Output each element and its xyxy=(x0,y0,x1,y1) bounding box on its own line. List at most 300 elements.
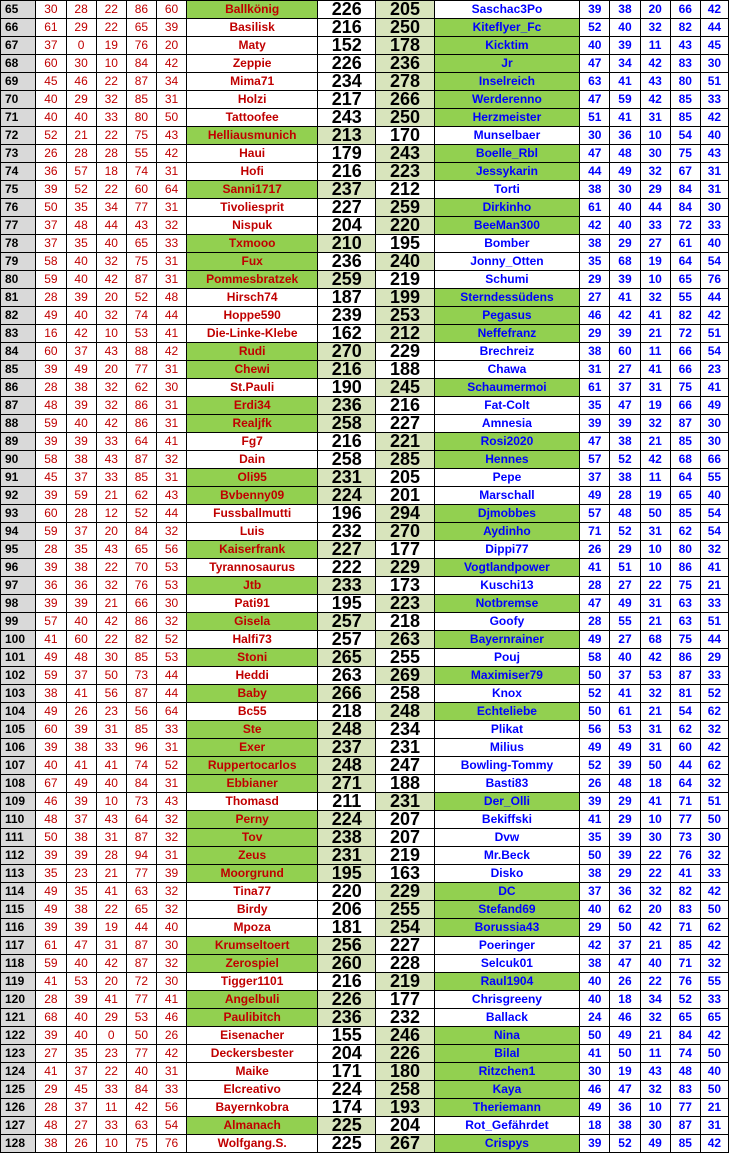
table-row xyxy=(1,1027,729,1045)
right-value-cell: 54 xyxy=(700,523,728,541)
table-row xyxy=(1,343,729,361)
right-value-cell: 11 xyxy=(640,1045,670,1063)
left-value-cell: 26 xyxy=(36,145,66,163)
left-value-cell: 62 xyxy=(126,487,156,505)
left-value-cell: 60 xyxy=(36,55,66,73)
rank-cell: 105 xyxy=(1,721,36,739)
left-name-cell: Haui xyxy=(187,145,318,163)
right-score-cell: 227 xyxy=(376,415,434,433)
right-value-cell: 31 xyxy=(700,1117,728,1135)
right-value-cell: 65 xyxy=(670,271,700,289)
right-value-cell: 42 xyxy=(640,91,670,109)
left-score-cell: 204 xyxy=(318,1045,376,1063)
left-value-cell: 31 xyxy=(156,361,186,379)
right-value-cell: 33 xyxy=(700,217,728,235)
right-score-cell: 253 xyxy=(376,307,434,325)
table-row xyxy=(1,613,729,631)
right-score-cell: 223 xyxy=(376,163,434,181)
right-value-cell: 22 xyxy=(640,865,670,883)
right-value-cell: 28 xyxy=(610,487,640,505)
right-value-cell: 39 xyxy=(610,325,640,343)
left-value-cell: 30 xyxy=(156,379,186,397)
right-value-cell: 41 xyxy=(640,307,670,325)
right-value-cell: 42 xyxy=(640,55,670,73)
left-name-cell: Basilisk xyxy=(187,19,318,37)
right-value-cell: 84 xyxy=(670,181,700,199)
right-name-cell: Ritzchen1 xyxy=(434,1063,580,1081)
rank-cell: 107 xyxy=(1,757,36,775)
left-value-cell: 48 xyxy=(36,811,66,829)
right-value-cell: 44 xyxy=(670,757,700,775)
left-name-cell: Elcreativo xyxy=(187,1081,318,1099)
left-name-cell: Fux xyxy=(187,253,318,271)
left-value-cell: 31 xyxy=(156,91,186,109)
left-value-cell: 56 xyxy=(126,703,156,721)
right-value-cell: 31 xyxy=(640,595,670,613)
right-value-cell: 86 xyxy=(670,649,700,667)
rank-cell: 78 xyxy=(1,235,36,253)
left-value-cell: 35 xyxy=(66,235,96,253)
table-row xyxy=(1,307,729,325)
right-value-cell: 87 xyxy=(670,415,700,433)
right-value-cell: 29 xyxy=(610,865,640,883)
left-value-cell: 10 xyxy=(96,1135,126,1153)
rank-cell: 72 xyxy=(1,127,36,145)
right-value-cell: 28 xyxy=(580,577,610,595)
right-value-cell: 44 xyxy=(580,163,610,181)
right-value-cell: 50 xyxy=(700,1045,728,1063)
left-name-cell: Moorgrund xyxy=(187,865,318,883)
rank-cell: 99 xyxy=(1,613,36,631)
left-score-cell: 234 xyxy=(318,73,376,91)
right-score-cell: 285 xyxy=(376,451,434,469)
right-value-cell: 68 xyxy=(640,631,670,649)
rank-cell: 82 xyxy=(1,307,36,325)
right-value-cell: 37 xyxy=(580,469,610,487)
left-value-cell: 40 xyxy=(96,775,126,793)
right-score-cell: 188 xyxy=(376,361,434,379)
rank-cell: 74 xyxy=(1,163,36,181)
right-score-cell: 270 xyxy=(376,523,434,541)
left-value-cell: 33 xyxy=(96,109,126,127)
table-row xyxy=(1,667,729,685)
left-score-cell: 220 xyxy=(318,883,376,901)
right-value-cell: 29 xyxy=(610,811,640,829)
left-value-cell: 46 xyxy=(66,73,96,91)
right-value-cell: 36 xyxy=(610,127,640,145)
right-score-cell: 255 xyxy=(376,901,434,919)
left-value-cell: 38 xyxy=(66,559,96,577)
right-name-cell: Jr xyxy=(434,55,580,73)
right-score-cell: 258 xyxy=(376,1081,434,1099)
left-value-cell: 64 xyxy=(126,433,156,451)
left-name-cell: Bayernkobra xyxy=(187,1099,318,1117)
left-value-cell: 49 xyxy=(66,361,96,379)
right-value-cell: 29 xyxy=(610,793,640,811)
right-value-cell: 43 xyxy=(640,73,670,91)
right-value-cell: 38 xyxy=(610,1,640,19)
left-score-cell: 225 xyxy=(318,1117,376,1135)
left-value-cell: 28 xyxy=(96,847,126,865)
right-value-cell: 30 xyxy=(700,55,728,73)
right-score-cell: 218 xyxy=(376,613,434,631)
left-value-cell: 50 xyxy=(36,199,66,217)
right-score-cell: 204 xyxy=(376,1117,434,1135)
left-value-cell: 22 xyxy=(96,901,126,919)
left-value-cell: 0 xyxy=(96,1027,126,1045)
right-value-cell: 41 xyxy=(580,1045,610,1063)
right-value-cell: 39 xyxy=(610,757,640,775)
right-name-cell: Boelle_Rbl xyxy=(434,145,580,163)
left-value-cell: 48 xyxy=(156,289,186,307)
table-row xyxy=(1,415,729,433)
right-value-cell: 53 xyxy=(610,721,640,739)
left-value-cell: 33 xyxy=(96,469,126,487)
left-value-cell: 57 xyxy=(66,163,96,181)
right-value-cell: 42 xyxy=(700,109,728,127)
right-score-cell: 212 xyxy=(376,325,434,343)
right-value-cell: 18 xyxy=(580,1117,610,1135)
left-value-cell: 16 xyxy=(36,325,66,343)
rank-cell: 124 xyxy=(1,1063,36,1081)
left-value-cell: 22 xyxy=(96,73,126,91)
left-score-cell: 224 xyxy=(318,1081,376,1099)
right-value-cell: 37 xyxy=(580,883,610,901)
table-row xyxy=(1,577,729,595)
right-value-cell: 40 xyxy=(610,199,640,217)
left-value-cell: 39 xyxy=(66,289,96,307)
right-score-cell: 220 xyxy=(376,217,434,235)
right-name-cell: Selcuk01 xyxy=(434,955,580,973)
left-value-cell: 20 xyxy=(96,973,126,991)
right-value-cell: 85 xyxy=(670,91,700,109)
rank-cell: 86 xyxy=(1,379,36,397)
left-value-cell: 20 xyxy=(96,361,126,379)
left-value-cell: 39 xyxy=(66,433,96,451)
right-value-cell: 10 xyxy=(640,1099,670,1117)
left-score-cell: 270 xyxy=(318,343,376,361)
left-value-cell: 21 xyxy=(96,487,126,505)
left-score-cell: 204 xyxy=(318,217,376,235)
table-row xyxy=(1,811,729,829)
left-value-cell: 36 xyxy=(36,577,66,595)
left-name-cell: Maty xyxy=(187,37,318,55)
left-score-cell: 217 xyxy=(318,91,376,109)
left-value-cell: 38 xyxy=(66,379,96,397)
left-score-cell: 237 xyxy=(318,181,376,199)
left-score-cell: 181 xyxy=(318,919,376,937)
left-name-cell: Realjfk xyxy=(187,415,318,433)
right-value-cell: 87 xyxy=(670,667,700,685)
right-value-cell: 42 xyxy=(640,451,670,469)
left-name-cell: Txmooo xyxy=(187,235,318,253)
left-value-cell: 82 xyxy=(126,631,156,649)
left-name-cell: Zeppie xyxy=(187,55,318,73)
right-score-cell: 269 xyxy=(376,667,434,685)
right-value-cell: 52 xyxy=(700,685,728,703)
left-value-cell: 30 xyxy=(66,55,96,73)
left-value-cell: 31 xyxy=(156,415,186,433)
rank-cell: 120 xyxy=(1,991,36,1009)
table-row xyxy=(1,217,729,235)
left-value-cell: 50 xyxy=(156,109,186,127)
right-name-cell: Jonny_Otten xyxy=(434,253,580,271)
rank-cell: 94 xyxy=(1,523,36,541)
left-value-cell: 37 xyxy=(66,469,96,487)
table-row xyxy=(1,829,729,847)
right-value-cell: 66 xyxy=(670,397,700,415)
table-row xyxy=(1,1009,729,1027)
right-value-cell: 76 xyxy=(670,847,700,865)
left-score-cell: 195 xyxy=(318,595,376,613)
left-value-cell: 85 xyxy=(126,469,156,487)
rank-cell: 100 xyxy=(1,631,36,649)
left-name-cell: Hoppe590 xyxy=(187,307,318,325)
left-value-cell: 22 xyxy=(96,631,126,649)
left-value-cell: 41 xyxy=(96,883,126,901)
left-name-cell: Sanni1717 xyxy=(187,181,318,199)
rank-cell: 117 xyxy=(1,937,36,955)
right-score-cell: 248 xyxy=(376,703,434,721)
right-score-cell: 177 xyxy=(376,541,434,559)
right-value-cell: 39 xyxy=(610,37,640,55)
right-score-cell: 219 xyxy=(376,847,434,865)
left-value-cell: 31 xyxy=(156,199,186,217)
left-value-cell: 28 xyxy=(66,1,96,19)
left-value-cell: 43 xyxy=(156,487,186,505)
left-value-cell: 41 xyxy=(156,325,186,343)
left-value-cell: 36 xyxy=(36,163,66,181)
right-value-cell: 81 xyxy=(670,685,700,703)
left-value-cell: 31 xyxy=(156,397,186,415)
right-name-cell: Milius xyxy=(434,739,580,757)
left-value-cell: 42 xyxy=(126,1099,156,1117)
right-score-cell: 207 xyxy=(376,829,434,847)
left-score-cell: 248 xyxy=(318,757,376,775)
right-value-cell: 63 xyxy=(580,73,610,91)
left-name-cell: Fussballmutti xyxy=(187,505,318,523)
left-score-cell: 190 xyxy=(318,379,376,397)
left-value-cell: 37 xyxy=(66,523,96,541)
right-value-cell: 50 xyxy=(580,1027,610,1045)
left-value-cell: 44 xyxy=(156,307,186,325)
right-value-cell: 73 xyxy=(670,829,700,847)
right-name-cell: Kaya xyxy=(434,1081,580,1099)
left-value-cell: 85 xyxy=(126,721,156,739)
right-name-cell: Kicktim xyxy=(434,37,580,55)
left-value-cell: 86 xyxy=(126,397,156,415)
right-value-cell: 39 xyxy=(610,415,640,433)
right-value-cell: 47 xyxy=(580,91,610,109)
rank-cell: 92 xyxy=(1,487,36,505)
right-value-cell: 40 xyxy=(580,37,610,55)
left-value-cell: 70 xyxy=(126,559,156,577)
right-name-cell: Pouj xyxy=(434,649,580,667)
right-value-cell: 45 xyxy=(700,37,728,55)
table-row xyxy=(1,721,729,739)
left-value-cell: 37 xyxy=(36,217,66,235)
left-value-cell: 75 xyxy=(126,1135,156,1153)
right-value-cell: 85 xyxy=(670,937,700,955)
left-value-cell: 31 xyxy=(156,469,186,487)
right-value-cell: 49 xyxy=(580,631,610,649)
right-value-cell: 55 xyxy=(670,289,700,307)
right-value-cell: 22 xyxy=(640,973,670,991)
left-value-cell: 39 xyxy=(36,487,66,505)
right-name-cell: Chrisgreeny xyxy=(434,991,580,1009)
left-value-cell: 41 xyxy=(36,1063,66,1081)
table-row xyxy=(1,127,729,145)
right-name-cell: Vogtlandpower xyxy=(434,559,580,577)
left-value-cell: 32 xyxy=(96,91,126,109)
left-name-cell: Almanach xyxy=(187,1117,318,1135)
table-row xyxy=(1,1135,729,1153)
right-value-cell: 21 xyxy=(640,1027,670,1045)
left-value-cell: 32 xyxy=(156,811,186,829)
right-value-cell: 41 xyxy=(670,865,700,883)
left-value-cell: 43 xyxy=(96,343,126,361)
right-value-cell: 49 xyxy=(640,1135,670,1153)
left-value-cell: 64 xyxy=(156,703,186,721)
table-row xyxy=(1,433,729,451)
right-value-cell: 40 xyxy=(580,973,610,991)
left-name-cell: Tina77 xyxy=(187,883,318,901)
left-value-cell: 60 xyxy=(156,1,186,19)
table-row xyxy=(1,919,729,937)
left-value-cell: 42 xyxy=(66,325,96,343)
right-name-cell: Torti xyxy=(434,181,580,199)
right-score-cell: 250 xyxy=(376,19,434,37)
left-value-cell: 31 xyxy=(156,253,186,271)
right-score-cell: 229 xyxy=(376,559,434,577)
right-value-cell: 27 xyxy=(580,289,610,307)
left-value-cell: 39 xyxy=(36,595,66,613)
left-value-cell: 80 xyxy=(126,109,156,127)
right-name-cell: BeeMan300 xyxy=(434,217,580,235)
left-value-cell: 77 xyxy=(126,361,156,379)
right-score-cell: 229 xyxy=(376,883,434,901)
rank-cell: 119 xyxy=(1,973,36,991)
left-value-cell: 32 xyxy=(156,955,186,973)
right-value-cell: 35 xyxy=(580,829,610,847)
left-value-cell: 42 xyxy=(96,271,126,289)
rank-cell: 67 xyxy=(1,37,36,55)
left-value-cell: 62 xyxy=(126,379,156,397)
right-value-cell: 42 xyxy=(610,307,640,325)
right-value-cell: 41 xyxy=(700,559,728,577)
left-value-cell: 26 xyxy=(66,1135,96,1153)
right-value-cell: 10 xyxy=(640,559,670,577)
left-value-cell: 35 xyxy=(66,883,96,901)
table-row xyxy=(1,955,729,973)
left-value-cell: 37 xyxy=(66,1099,96,1117)
left-value-cell: 49 xyxy=(36,901,66,919)
right-name-cell: Jessykarin xyxy=(434,163,580,181)
left-value-cell: 39 xyxy=(66,793,96,811)
right-value-cell: 41 xyxy=(610,109,640,127)
left-value-cell: 28 xyxy=(36,379,66,397)
right-value-cell: 76 xyxy=(670,973,700,991)
left-score-cell: 222 xyxy=(318,559,376,577)
right-value-cell: 40 xyxy=(700,235,728,253)
right-name-cell: Saschac3Po xyxy=(434,1,580,19)
rank-cell: 80 xyxy=(1,271,36,289)
left-value-cell: 49 xyxy=(66,775,96,793)
left-value-cell: 28 xyxy=(66,505,96,523)
right-value-cell: 37 xyxy=(610,667,640,685)
right-value-cell: 50 xyxy=(640,757,670,775)
left-value-cell: 44 xyxy=(156,685,186,703)
right-value-cell: 42 xyxy=(700,1,728,19)
table-row xyxy=(1,253,729,271)
left-value-cell: 57 xyxy=(36,613,66,631)
right-value-cell: 55 xyxy=(700,973,728,991)
left-value-cell: 33 xyxy=(96,433,126,451)
right-value-cell: 55 xyxy=(700,469,728,487)
left-value-cell: 54 xyxy=(156,1117,186,1135)
left-value-cell: 74 xyxy=(126,307,156,325)
right-value-cell: 82 xyxy=(670,19,700,37)
left-value-cell: 56 xyxy=(156,1099,186,1117)
left-score-cell: 231 xyxy=(318,847,376,865)
left-name-cell: Wolfgang.S. xyxy=(187,1135,318,1153)
right-value-cell: 38 xyxy=(580,343,610,361)
right-value-cell: 72 xyxy=(670,325,700,343)
left-name-cell: Fg7 xyxy=(187,433,318,451)
right-value-cell: 30 xyxy=(700,415,728,433)
right-name-cell: Echteliebe xyxy=(434,703,580,721)
right-score-cell: 255 xyxy=(376,649,434,667)
right-value-cell: 22 xyxy=(640,577,670,595)
left-value-cell: 39 xyxy=(36,847,66,865)
right-value-cell: 62 xyxy=(700,757,728,775)
right-value-cell: 41 xyxy=(700,379,728,397)
table-row xyxy=(1,883,729,901)
left-value-cell: 18 xyxy=(96,163,126,181)
left-value-cell: 74 xyxy=(126,757,156,775)
table-row xyxy=(1,199,729,217)
right-name-cell: Kiteflyer_Fc xyxy=(434,19,580,37)
left-value-cell: 20 xyxy=(156,37,186,55)
right-value-cell: 11 xyxy=(640,37,670,55)
right-score-cell: 207 xyxy=(376,811,434,829)
right-value-cell: 82 xyxy=(670,883,700,901)
rank-cell: 128 xyxy=(1,1135,36,1153)
left-score-cell: 187 xyxy=(318,289,376,307)
left-value-cell: 30 xyxy=(36,1,66,19)
right-value-cell: 30 xyxy=(610,181,640,199)
left-value-cell: 52 xyxy=(126,289,156,307)
left-value-cell: 42 xyxy=(156,343,186,361)
left-value-cell: 28 xyxy=(36,289,66,307)
left-value-cell: 29 xyxy=(66,19,96,37)
right-value-cell: 10 xyxy=(640,271,670,289)
left-value-cell: 38 xyxy=(66,739,96,757)
left-value-cell: 55 xyxy=(126,145,156,163)
right-score-cell: 195 xyxy=(376,235,434,253)
right-value-cell: 54 xyxy=(700,505,728,523)
right-value-cell: 84 xyxy=(670,1027,700,1045)
right-value-cell: 32 xyxy=(640,883,670,901)
left-value-cell: 22 xyxy=(96,1,126,19)
right-value-cell: 48 xyxy=(670,1063,700,1081)
right-value-cell: 39 xyxy=(610,271,640,289)
table-row xyxy=(1,163,729,181)
left-score-cell: 155 xyxy=(318,1027,376,1045)
left-name-cell: Luis xyxy=(187,523,318,541)
right-score-cell: 226 xyxy=(376,1045,434,1063)
right-value-cell: 42 xyxy=(580,217,610,235)
